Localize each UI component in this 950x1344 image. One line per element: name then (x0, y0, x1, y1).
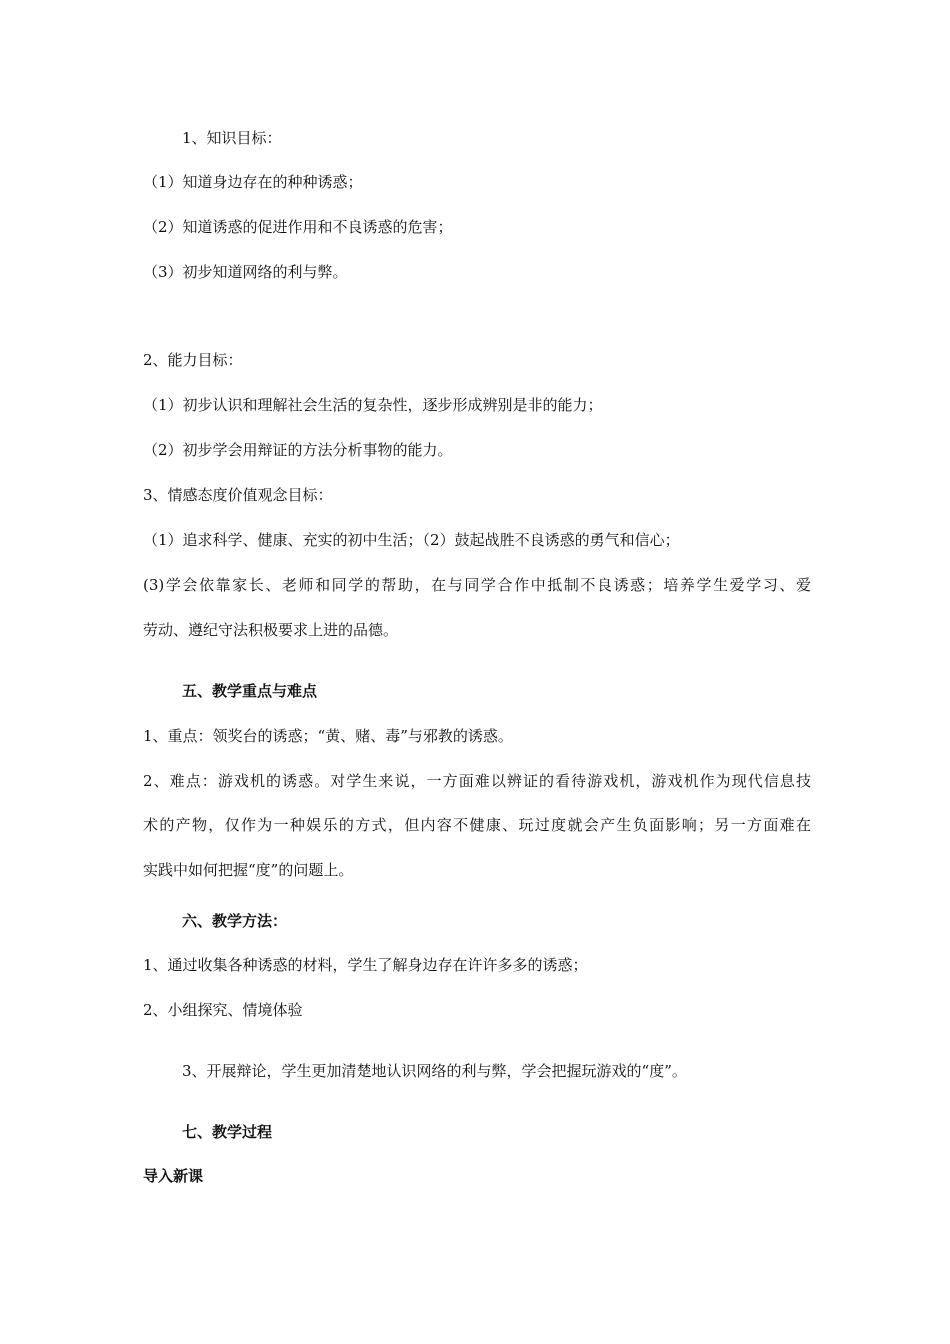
knowledge-goal-item: （2）知道诱惑的促进作用和不良诱惑的危害； (143, 218, 453, 236)
emotion-goal-heading: 3、情感态度价值观念目标： (143, 486, 333, 504)
knowledge-goal-item: （3）初步知道网络的利与弊。 (143, 263, 348, 281)
subheading-intro: 导入新课 (143, 1167, 204, 1185)
ability-goal-item: （2）初步学会用辩证的方法分析事物的能力。 (143, 441, 453, 459)
method-item: 1、通过收集各种诱惑的材料，学生了解身边存在许许多多的诱惑； (143, 956, 588, 974)
knowledge-goal-heading: 1、知识目标： (182, 129, 282, 147)
key-point-text: 1、重点：领奖台的诱惑；“黄、赌、毒”与邪教的诱惑。 (143, 727, 513, 745)
method-item: 2、小组探究、情境体验 (143, 1001, 303, 1019)
difficulty-text-line: 实践中如何把握“度”的问题上。 (143, 861, 354, 879)
difficulty-text-line: 术的产物，仅作为一种娱乐的方式，但内容不健康、玩过度就会产生负面影响；另一方面难在 (143, 816, 811, 834)
ability-goal-heading: 2、能力目标： (143, 351, 243, 369)
section-heading-process: 七、教学过程 (182, 1123, 273, 1141)
emotion-goal-item: (3)学会依靠家长、老师和同学的帮助，在与同学合作中抵制不良诱惑；培养学生爱学习、爱 (143, 576, 811, 594)
knowledge-goal-item: （1）知道身边存在的种种诱惑； (143, 173, 363, 191)
method-item: 3、开展辩论，学生更加清楚地认识网络的利与弊，学会把握玩游戏的“度”。 (182, 1062, 687, 1080)
ability-goal-item: （1）初步认识和理解社会生活的复杂性，逐步形成辨别是非的能力； (143, 396, 603, 414)
section-heading-methods: 六、教学方法： (182, 912, 288, 930)
difficulty-text-line: 2、难点：游戏机的诱惑。对学生来说，一方面难以辨证的看待游戏机，游戏机作为现代信息技 (143, 772, 811, 790)
section-heading-key-points: 五、教学重点与难点 (182, 682, 318, 700)
emotion-goal-item: （1）追求科学、健康、充实的初中生活；（2）鼓起战胜不良诱惑的勇气和信心； (143, 531, 680, 549)
emotion-goal-item: 劳动、遵纪守法积极要求上进的品德。 (143, 621, 399, 639)
